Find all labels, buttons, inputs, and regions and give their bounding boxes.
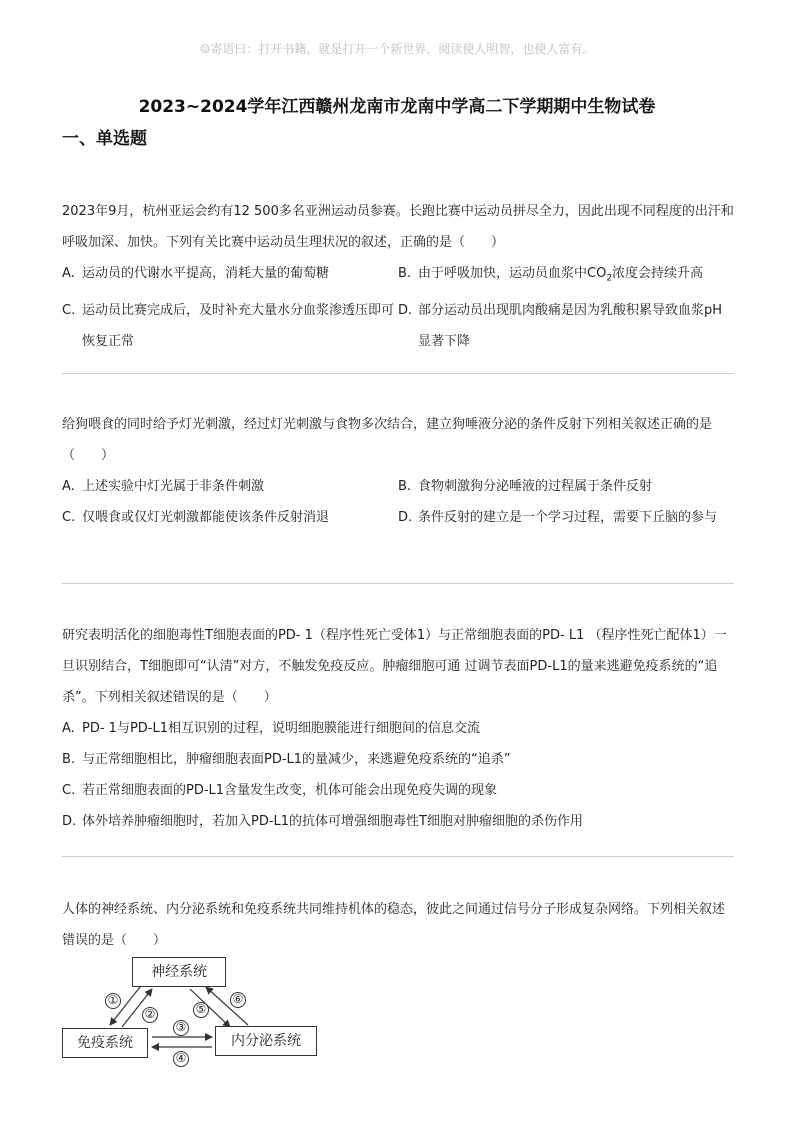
option-d[interactable] xyxy=(62,806,734,837)
option-text: 体外培养肿瘤细胞时，若加入PD-L1的抗体可增强细胞毒性T细胞对肿瘤细胞的杀伤作用 xyxy=(82,814,583,829)
option-text: 与正常细胞相比，肿瘤细胞表面PD-L1的量减少，来逃避免疫系统的“追杀” xyxy=(82,752,511,767)
option-letter: D. xyxy=(62,814,77,829)
option-d[interactable] xyxy=(398,295,734,357)
option-text: 运动员比赛完成后，及时补充大量水分血浆渗透压即可恢复正常 xyxy=(82,302,395,349)
option-text xyxy=(418,258,730,295)
label-5: ⑤ xyxy=(193,1002,209,1018)
node-immune-system: 免疫系统 xyxy=(62,1028,148,1058)
option-text: 食物刺激狗分泌唾液的过程属于条件反射 xyxy=(418,479,653,494)
question-4 xyxy=(62,894,734,956)
question-1 xyxy=(62,196,734,357)
label-1: ① xyxy=(105,993,121,1009)
label-2: ② xyxy=(142,1007,158,1023)
option-letter: C. xyxy=(62,510,76,525)
option-a[interactable] xyxy=(62,471,398,502)
label-4: ④ xyxy=(173,1051,189,1067)
option-c[interactable] xyxy=(62,775,734,806)
option-letter: D. xyxy=(398,510,413,525)
divider xyxy=(62,373,734,374)
option-letter: A. xyxy=(62,266,75,281)
motto-header: ☺寄语曰：打开书籍，就是打开一个新世界，阅读使人明智，也使人富有。 xyxy=(199,42,595,56)
option-letter: C. xyxy=(62,783,76,798)
node-nervous-system: 神经系统 xyxy=(132,957,226,987)
option-text: 部分运动员出现肌肉酸痛是因为乳酸积累导致血浆pH显著下降 xyxy=(418,302,723,349)
option-d[interactable] xyxy=(398,502,734,533)
option-b[interactable] xyxy=(398,258,734,295)
option-letter: B. xyxy=(62,752,76,767)
question-stem: 给狗喂食的同时给予灯光刺激，经过灯光刺激与食物多次结合，建立狗唾液分泌的条件反射下列相关叙述正确的是（ ） xyxy=(62,417,713,463)
option-text: PD- 1与PD-L1相互识别的过程，说明细胞膜能进行细胞间的信息交流 xyxy=(82,721,480,736)
divider xyxy=(62,583,734,584)
question-stem: 研究表明活化的细胞毒性T细胞表面的PD- 1（程序性死亡受体1）与正常细胞表面的PD- L1 （程序性死亡配体1）一旦识别结合，T细胞即可“认清”对方，不触发免疫反应。肿瘤细胞可通 过调节表面PD-L1的量来逃避免疫系统的“追杀”。下列相关叙述错误的是（ ） xyxy=(62,628,727,705)
option-b[interactable] xyxy=(62,744,734,775)
question-stem: 人体的神经系统、内分泌系统和免疫系统共同维持机体的稳态，彼此之间通过信号分子形成复杂网络。下列相关叙述错误的是（ ） xyxy=(62,902,726,948)
option-letter: D. xyxy=(398,302,413,318)
question-2 xyxy=(62,409,734,533)
option-text: 条件反射的建立是一个学习过程，需要下丘脑的参与 xyxy=(418,510,718,525)
section-heading: 一、单选题 xyxy=(62,129,147,149)
option-c[interactable] xyxy=(62,502,398,533)
option-text: 运动员的代谢水平提高，消耗大量的葡萄糖 xyxy=(82,266,330,281)
option-letter: B. xyxy=(398,266,412,281)
page-title: 2023~2024学年江西赣州龙南市龙南中学高二下学期期中生物试卷 xyxy=(138,97,656,117)
subscript: 2 xyxy=(606,273,613,284)
option-letter: A. xyxy=(62,479,75,494)
divider xyxy=(62,856,734,857)
option-b[interactable] xyxy=(398,471,734,502)
option-a[interactable] xyxy=(62,713,734,744)
label-6: ⑥ xyxy=(230,992,246,1008)
question-stem: 2023年9月，杭州亚运会约有12 500多名亚洲运动员参赛。长跑比赛中运动员拼尽全力，因此出现不同程度的出汗和呼吸加深、加快。下列有关比赛中运动员生理状况的叙述，正确的是（ ） xyxy=(62,204,734,250)
system-diagram xyxy=(62,955,362,1065)
option-letter: C. xyxy=(62,302,76,318)
node-endocrine-system: 内分泌系统 xyxy=(215,1026,317,1056)
option-a[interactable] xyxy=(62,258,398,295)
option-text: 上述实验中灯光属于非条件刺激 xyxy=(82,479,265,494)
option-text-pre: 由于呼吸加快，运动员血浆中CO xyxy=(418,266,607,281)
option-text: 若正常细胞表面的PD-L1含量发生改变，机体可能会出现免疫失调的现象 xyxy=(82,783,498,798)
question-3 xyxy=(62,620,734,837)
option-text: 仅喂食或仅灯光刺激都能使该条件反射消退 xyxy=(82,510,330,525)
option-text-post: 浓度会持续升高 xyxy=(612,266,704,281)
option-c[interactable] xyxy=(62,295,398,357)
option-letter: B. xyxy=(398,479,412,494)
option-letter: A. xyxy=(62,721,75,736)
label-3: ③ xyxy=(173,1020,189,1036)
